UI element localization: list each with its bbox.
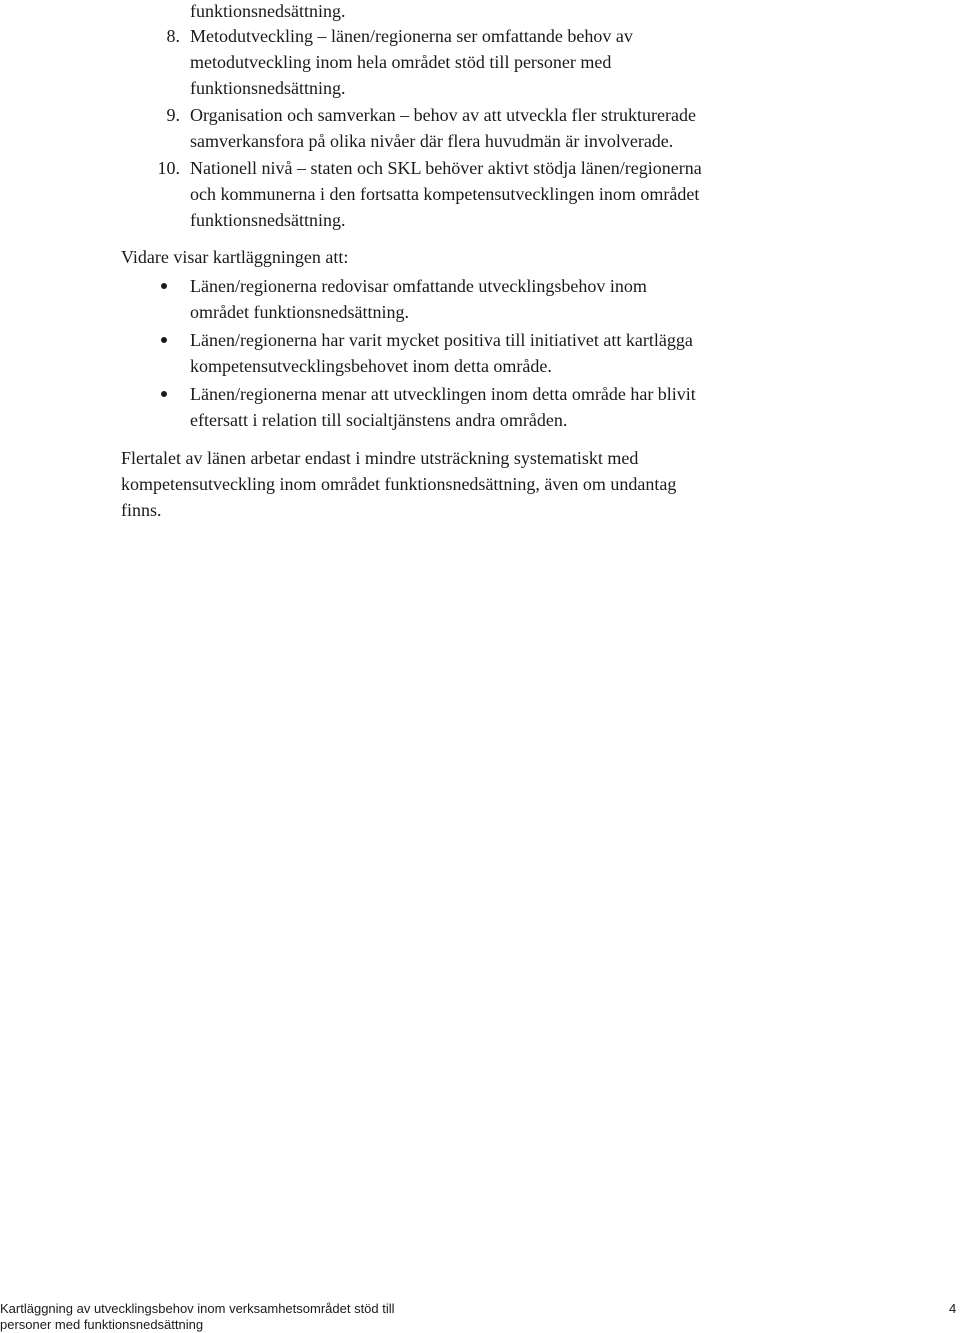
list-item-number: 8. [166,26,180,46]
bullet-text-line: området funktionsnedsättning. [190,302,409,322]
bullet-text-line: Länen/regionerna redovisar omfattande utvecklingsbehov inom [190,276,647,296]
list-item-text-line: Metodutveckling – länen/regionerna ser omfattande behov av [190,26,633,46]
bullet-text-line: eftersatt i relation till socialtjänstens andra områden. [190,410,568,430]
list-item-text-line: funktionsnedsättning. [190,78,346,98]
page-number: 4 [949,1301,957,1316]
paragraph-line: Flertalet av länen arbetar endast i mindre utsträckning systematiskt med [121,448,639,468]
list-item-text-line: Organisation och samverkan – behov av att utveckla fler strukturerade [190,105,696,125]
bullet-text-line: kompetensutvecklingsbehovet inom detta område. [190,356,552,376]
bullet-text-line: Länen/regionerna menar att utvecklingen inom detta område har blivit [190,384,696,404]
list-item-text-line: och kommunerna i den fortsatta kompetensutvecklingen inom området [190,184,700,204]
list-item-text-line: Nationell nivå – staten och SKL behöver aktivt stödja länen/regionerna [190,158,702,178]
bullet-icon [161,337,167,343]
bullet-icon [161,391,167,397]
bullet-icon [161,283,167,289]
paragraph-line: finns. [121,500,162,520]
bullet-text-line: Länen/regionerna har varit mycket positiva till initiativet att kartlägga [190,330,693,350]
list-item-text-line: funktionsnedsättning. [190,210,346,230]
list-item-number: 9. [166,105,180,125]
list-item-text-line: metodutveckling inom hela området stöd till personer med [190,52,612,72]
paragraph-line: kompetensutveckling inom området funktionsnedsättning, även om undantag [121,474,677,494]
list-continuation-line: funktionsnedsättning. [190,1,346,21]
footer-title-line: personer med funktionsnedsättning [0,1317,204,1332]
list-item-number: 10. [157,158,180,178]
intro-text: Vidare visar kartläggningen att: [121,247,349,267]
footer-title-line: Kartläggning av utvecklingsbehov inom verksamhetsområdet stöd till [0,1301,395,1316]
list-item-text-line: samverkansfora på olika nivåer där flera huvudmän är involverade. [190,131,674,151]
